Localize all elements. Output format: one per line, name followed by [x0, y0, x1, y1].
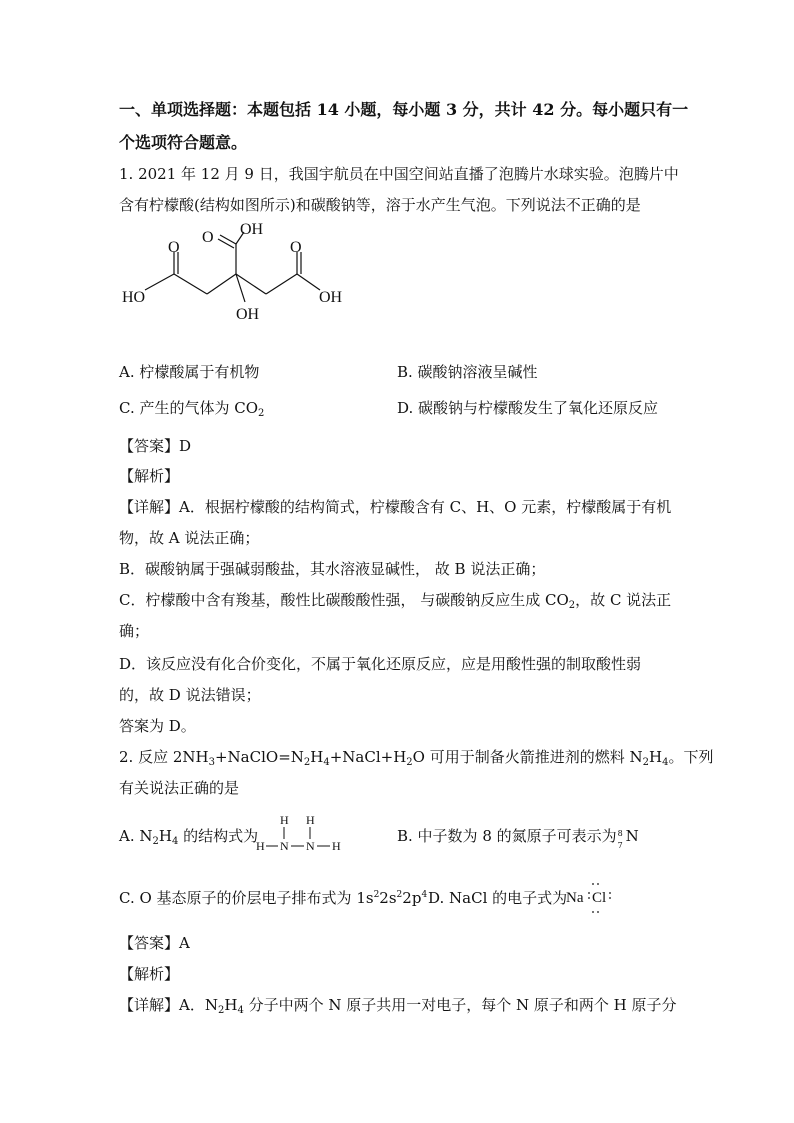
q1-option-c-sub: 2: [258, 408, 265, 419]
q1-option-d: D. 碳酸钠与柠檬酸发生了氧化还原反应: [397, 399, 659, 417]
q2-option-b-sup: 8: [617, 829, 623, 838]
q1-conclusion: 答案为 D。: [119, 717, 196, 735]
q2-stem-p6: H: [649, 748, 663, 766]
q2-option-c-m1: 2s: [379, 889, 397, 907]
hydrazine-h-top-right: H: [306, 813, 315, 827]
section-header-line1: 一、单项选择题：本题包括 14 小题，每小题 3 分，共计 42 分。每小题只有一: [119, 100, 689, 119]
q2-stem-p2: +NaClO=N: [214, 748, 304, 766]
hydrazine-h-top-left: H: [280, 813, 289, 827]
nacl-electron-formula: [564, 876, 620, 920]
q1-option-c-text: C. 产生的气体为 CO: [119, 399, 259, 417]
bond-c1-ch2: [174, 274, 207, 294]
q2-detail-p1: 【详解】A．N: [119, 996, 218, 1014]
bond-ch2r-c3: [266, 274, 297, 294]
hydrazine-n-left: N: [280, 839, 289, 853]
q1-detail-line1: 【详解】A．根据柠檬酸的结构简式，柠檬酸含有 C、H、O 元素，柠檬酸属于有机: [119, 498, 672, 516]
q1-detail-line4-text: C．柠檬酸中含有羧基，酸性比碳酸酸性强， 与碳酸钠反应生成 CO: [119, 591, 569, 609]
bond-ho-c1: [145, 274, 174, 290]
bond-ch2-center: [207, 274, 236, 294]
q2-option-a: [119, 826, 258, 846]
q2-stem-line1: [119, 747, 714, 767]
citric-acid-structure: [112, 218, 372, 328]
hydrazine-structure: [254, 812, 344, 856]
q1-option-a: A. 柠檬酸属于有机物: [119, 363, 260, 381]
q2-option-a-s2: 4: [171, 836, 179, 847]
q1-detail-line6: D．该反应没有化合价变化，不属于氧化还原反应，应是用酸性强的制取酸性弱: [119, 655, 642, 673]
q1-answer: 【答案】D: [119, 437, 192, 455]
q1-detail-line4-sub: 2: [568, 600, 576, 611]
q1-analysis-title: 【解析】: [119, 467, 180, 485]
q2-answer: 【答案】A: [119, 934, 190, 952]
q2-stem-p5: O 可用于制备火箭推进剂的燃料 N: [412, 748, 643, 766]
q2-stem-s2: 2: [303, 757, 311, 768]
q2-stem-s1: 3: [208, 757, 215, 768]
label-o-top-left: O: [202, 229, 214, 246]
bond-c2-o-b: [218, 239, 234, 248]
q2-option-a-prefix: A. N: [119, 827, 153, 845]
q2-stem-p4: +NaCl+H: [329, 748, 407, 766]
q1-option-b: B. 碳酸钠溶液呈碱性: [397, 363, 538, 381]
q2-option-b-element: N: [625, 827, 639, 845]
q2-stem-p1: 2. 反应 2NH: [119, 748, 209, 766]
q2-stem-s6: 4: [662, 757, 669, 768]
q1-detail-line5: 确；: [119, 622, 150, 640]
q2-stem-s3: 4: [323, 757, 330, 768]
q2-option-a-suffix: 的结构式为: [178, 827, 259, 845]
q2-option-c-text: C. O 基态原子的价层电子排布式为 1s: [119, 889, 374, 907]
q2-stem-s5: 2: [642, 757, 650, 768]
q2-stem-p3: H: [310, 748, 324, 766]
q2-option-b-sub: 7: [617, 841, 623, 850]
q2-option-a-mid: H: [158, 827, 172, 845]
q2-option-c-c2: 2: [396, 890, 403, 900]
nacl-na: Na: [566, 890, 584, 906]
q1-stem-line1: 1. 2021 年 12 月 9 日，我国宇航员在中国空间站直播了泡腾片水球实验。泡腾片中: [119, 165, 679, 183]
hydrazine-h-right: H: [332, 839, 341, 853]
q2-option-c: [119, 888, 427, 908]
q2-option-b-text: B. 中子数为 8 的氮原子可表示为: [397, 827, 617, 845]
q1-detail-line4: [119, 590, 671, 610]
q2-detail-p2: H: [224, 996, 238, 1014]
bond-center-ch2r: [236, 274, 266, 294]
q2-stem-line2: 有关说法正确的是: [119, 779, 240, 797]
hydrazine-h-left: H: [256, 839, 265, 853]
q2-stem-s4: 2: [406, 757, 413, 768]
q2-detail-s2: 4: [237, 1005, 244, 1016]
q2-analysis-title: 【解析】: [119, 965, 180, 983]
q2-detail-p3: 分子中两个 N 原子共用一对电子，每个 N 原子和两个 H 原子分: [243, 996, 677, 1014]
q2-detail-line1: [119, 995, 677, 1015]
bond-c2-o-a: [220, 235, 236, 244]
q1-detail-line3: B．碳酸钠属于强碱弱酸盐，其水溶液显碱性， 故 B 说法正确；: [119, 560, 546, 578]
label-oh-top: OH: [240, 221, 264, 238]
bond-c3-oh: [297, 274, 320, 290]
hydrazine-n-right: N: [306, 839, 315, 853]
nacl-cl: Cl: [592, 890, 607, 906]
label-o-left: O: [168, 239, 180, 256]
q1-detail-line4-suffix: ，故 C 说法正: [575, 591, 672, 609]
q2-detail-s1: 2: [217, 1005, 225, 1016]
q2-option-c-c3: 4: [421, 890, 428, 900]
q2-option-c-c1: 2: [373, 890, 380, 900]
label-o-right: O: [290, 239, 302, 256]
label-oh-bottom: OH: [236, 306, 260, 323]
label-ho-left: HO: [122, 289, 146, 306]
q2-option-b-nuclide: [617, 829, 626, 850]
bond-center-oh: [236, 274, 245, 302]
q1-detail-line2: 物，故 A 说法正确；: [119, 529, 260, 547]
q2-stem-p7: 。下列: [668, 748, 714, 766]
q2-option-d: D. NaCl 的电子式为: [428, 889, 568, 907]
section-header-line2: 个选项符合题意。: [119, 133, 248, 152]
q2-option-a-s1: 2: [152, 836, 159, 847]
q1-option-c: [119, 398, 264, 418]
label-oh-right: OH: [319, 289, 343, 306]
q2-option-b: [397, 826, 639, 850]
q2-option-c-m2: 2p: [402, 889, 422, 907]
q1-stem-line2: 含有柠檬酸(结构如图所示)和碳酸钠等，溶于水产生气泡。下列说法不正确的是: [119, 196, 641, 214]
q1-detail-line7: 的，故 D 说法错误；: [119, 686, 261, 704]
